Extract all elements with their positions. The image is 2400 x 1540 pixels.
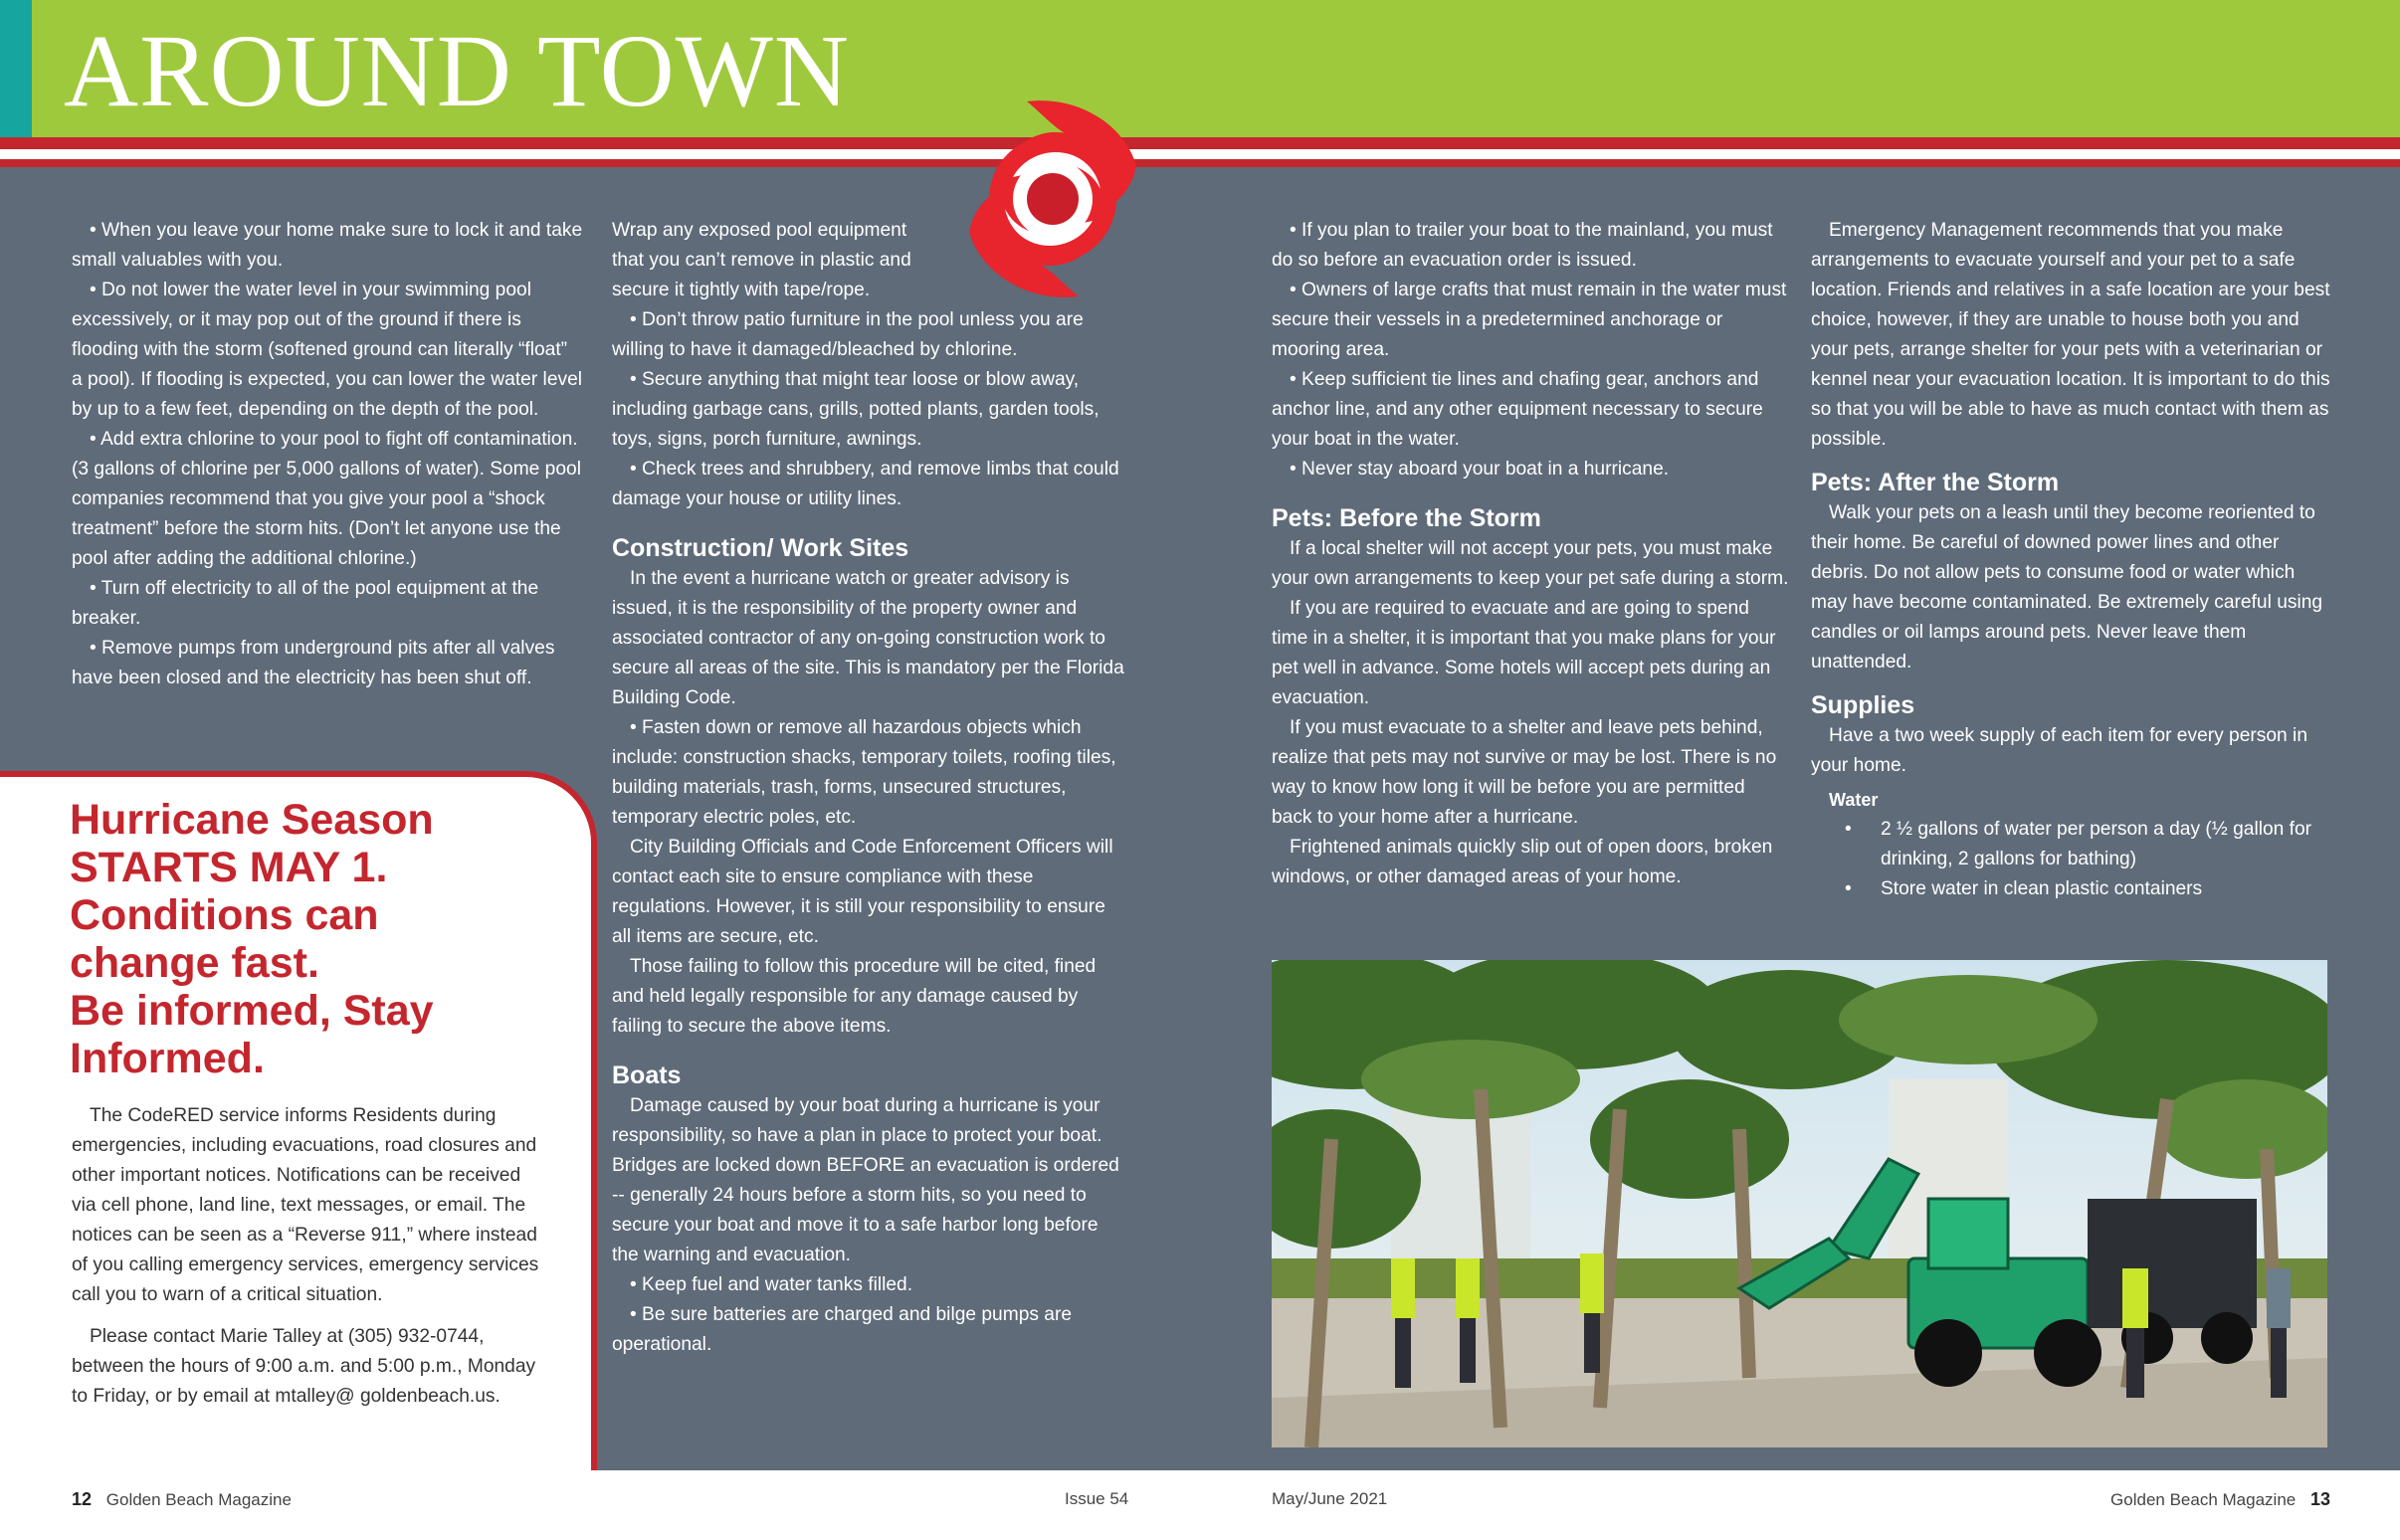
bullet-pool-electricity: • Turn off electricity to all of the pool equipment at the breaker. bbox=[72, 578, 539, 629]
pets-before-paragraph: If a local shelter will not accept your pets, you must make your own arrangements to keep your pet safe during a storm. bbox=[1272, 538, 1789, 589]
hurricane-callout-headline: Hurricane Season STARTS MAY 1. Conditions can change fast. Be informed, Stay Informed. bbox=[70, 796, 434, 1082]
footer-right bbox=[2110, 1489, 2330, 1510]
boats-bullet: • Keep fuel and water tanks filled. bbox=[630, 1274, 913, 1295]
bullet-pool-chlorine: • Add extra chlorine to your pool to fight off contamination. (3 gallons of chlorine per 5,000 gallons of water). Some pool companies recommend that you give your pool a “shock treatment” before the storm hits. (Don’t let anyone use the pool after adding the additional chlorine.) bbox=[72, 429, 581, 569]
pool-equipment-line: Wrap any exposed pool equipment bbox=[612, 220, 907, 241]
water-label: Water bbox=[1829, 790, 1879, 810]
bullet-pool-water-level: • Do not lower the water level in your swimming pool excessively, or it may pop out of the ground if there is flooding with the storm (softened ground can literally “float” a pool). If flooding is expected, you can lower the water level by up to a few feet, depending on the depth of the pool. bbox=[72, 280, 583, 420]
construction-paragraph: Those failing to follow this procedure will be cited, fined and held legally responsible for any damage caused by failing to secure the above items. bbox=[612, 956, 1097, 1037]
page-number-right: 13 bbox=[2309, 1489, 2330, 1509]
header-rule-bottom bbox=[0, 159, 2400, 167]
emergency-management-paragraph: Emergency Management recommends that you make arrangements to evacuate yourself and your pet to a safe location. Friends and relatives in a safe location are your best choice, however, if they are unable to house both you and your pets, arrange shelter for your pets with a veterinarian or kennel near your evacuation location. It is important to do this so that you will be able to have as much contact with them as possible. bbox=[1811, 220, 2330, 450]
boats-paragraph: Damage caused by your boat during a hurricane is your responsibility, so have a plan in place to protect your boat. Bridges are locked down BEFORE an evacuation is ordered -- generally 24 hours before a storm hits, so you need to secure your boat and move it to a safe harbor long before the warning and evacuation. bbox=[612, 1095, 1119, 1265]
boat-bullet: • Never stay aboard your boat in a hurricane. bbox=[1290, 459, 1670, 480]
column-2 bbox=[612, 216, 1129, 1360]
pets-before-paragraph: Frightened animals quickly slip out of open doors, broken windows, or other damaged areas of your home. bbox=[1272, 837, 1773, 887]
issue-number: Issue 54 bbox=[1065, 1489, 1129, 1508]
column-1 bbox=[72, 216, 583, 693]
construction-paragraph: • Fasten down or remove all hazardous objects which include: construction shacks, temporary toilets, roofing tiles, building materials, trash, forms, unsecured structures, temporary electric poles, etc. bbox=[612, 717, 1116, 828]
water-item: • 2 ½ gallons of water per person a day (½ gallon for drinking, 2 gallons for bathing) bbox=[1845, 819, 2312, 869]
pool-equipment-line: secure it tightly with tape/rope. bbox=[612, 280, 871, 300]
column-4 bbox=[1811, 216, 2330, 904]
water-item: • Store water in clean plastic containers bbox=[1845, 878, 2203, 899]
pets-before-paragraph: If you are required to evacuate and are going to spend time in a shelter, it is important that you make plans for your pet well in advance. Some hotels will accept pets during an evacuation. bbox=[1272, 598, 1776, 708]
pets-before-paragraph: If you must evacuate to a shelter and leave pets behind, realize that pets may not survive or may be lost. There is no way to know how long it will be before you are permitted back to your home after a hurricane. bbox=[1272, 717, 1777, 828]
boat-bullet: • Keep sufficient tie lines and chafing gear, anchors and anchor line, and any other equipment necessary to secure your boat in the water. bbox=[1272, 369, 1763, 450]
magazine-name-right: Golden Beach Magazine bbox=[2110, 1490, 2297, 1509]
page-title: AROUND TOWN bbox=[64, 14, 851, 128]
magazine-name-left: Golden Beach Magazine bbox=[105, 1490, 292, 1509]
footer-left bbox=[72, 1489, 292, 1510]
pets-before-heading: Pets: Before the Storm bbox=[1272, 504, 1541, 532]
pool-equipment-line: that you can’t remove in plastic and bbox=[612, 250, 911, 271]
hurricane-callout-body bbox=[72, 1101, 539, 1424]
codered-paragraph: The CodeRED service informs Residents during emergencies, including evacuations, road closures and other important notices. Notifications can be received via cell phone, land line, text messages, or email. The notices can be seen as a “Reverse 911,” where instead of you calling emergency services, emergency services call you to warn of a critical situation. bbox=[72, 1105, 539, 1305]
contact-paragraph: Please contact Marie Talley at (305) 932-0744, between the hours of 9:00 a.m. and 5:00 p.m., Monday to Friday, or by email at mtalley@ goldenbeach.us. bbox=[72, 1326, 536, 1407]
construction-paragraph: In the event a hurricane watch or greater advisory is issued, it is the responsibility of the property owner and associated contractor of any on-going construction work to secure all areas of the site. This is mandatory per the Florida Building Code. bbox=[612, 568, 1124, 708]
bullet-check-trees: • Check trees and shrubbery, and remove limbs that could damage your house or utility lines. bbox=[612, 459, 1119, 509]
header-accent-stripe bbox=[0, 0, 32, 137]
boats-heading: Boats bbox=[612, 1061, 682, 1089]
construction-paragraph: City Building Officials and Code Enforcement Officers will contact each site to ensure compliance with these regulations. However, it is still your responsibility to ensure all items are secure, etc. bbox=[612, 837, 1113, 947]
bullet-lock-home: • When you leave your home make sure to lock it and take small valuables with you. bbox=[72, 220, 583, 271]
column-3 bbox=[1272, 216, 1789, 892]
boats-bullet: • Be sure batteries are charged and bilge pumps are operational. bbox=[612, 1304, 1073, 1355]
header-rule-gap bbox=[0, 149, 2400, 159]
pets-after-paragraph: Walk your pets on a leash until they become reoriented to their home. Be careful of downed power lines and other debris. Do not allow pets to consume food or water which may have become contaminated. Be extremely careful using candles or oil lamps around pets. Never leave them unattended. bbox=[1811, 502, 2323, 673]
supplies-heading: Supplies bbox=[1811, 691, 1915, 719]
bullet-secure-items: • Secure anything that might tear loose or blow away, including garbage cans, grills, potted plants, garden tools, toys, signs, porch furniture, awnings. bbox=[612, 369, 1100, 450]
issue-date: May/June 2021 bbox=[1272, 1489, 1388, 1508]
header-rule-top bbox=[0, 137, 2400, 149]
pets-after-heading: Pets: After the Storm bbox=[1811, 469, 2060, 496]
boat-bullet: • Owners of large crafts that must remain in the water must secure their vessels in a predetermined anchorage or mooring area. bbox=[1272, 280, 1787, 360]
supplies-paragraph: Have a two week supply of each item for every person in your home. bbox=[1811, 725, 2307, 776]
bullet-remove-pumps: • Remove pumps from underground pits after all valves have been closed and the electricity has been shut off. bbox=[72, 638, 555, 688]
construction-heading: Construction/ Work Sites bbox=[612, 534, 909, 562]
bullet-patio-furniture: • Don’t throw patio furniture in the pool unless you are willing to have it damaged/bleached by chlorine. bbox=[612, 309, 1084, 360]
boat-bullet: • If you plan to trailer your boat to the mainland, you must do so before an evacuation order is issued. bbox=[1272, 220, 1773, 271]
page-number-left: 12 bbox=[72, 1489, 93, 1509]
storm-cleanup-photo bbox=[1272, 960, 2327, 1447]
